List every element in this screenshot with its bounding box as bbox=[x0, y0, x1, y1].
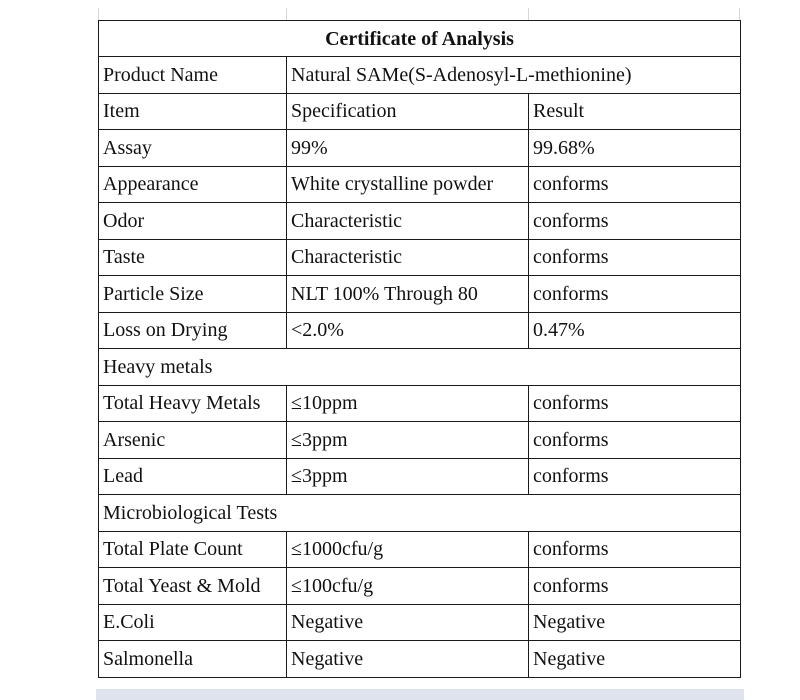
header-result: Result bbox=[529, 93, 741, 130]
header-item: Item bbox=[99, 93, 287, 130]
test-item: Odor bbox=[99, 203, 287, 240]
test-result: Negative bbox=[529, 604, 741, 641]
test-result: conforms bbox=[529, 239, 741, 276]
test-spec: Characteristic bbox=[287, 203, 529, 240]
test-item: Arsenic bbox=[99, 422, 287, 459]
table-row bbox=[99, 458, 741, 495]
test-spec: ≤10ppm bbox=[287, 385, 529, 422]
test-result: Negative bbox=[529, 641, 741, 678]
header-row bbox=[99, 93, 741, 130]
table-row bbox=[99, 385, 741, 422]
test-result: conforms bbox=[529, 276, 741, 313]
test-result: conforms bbox=[529, 458, 741, 495]
table-row bbox=[99, 276, 741, 313]
test-item: Total Plate Count bbox=[99, 531, 287, 568]
test-result: conforms bbox=[529, 385, 741, 422]
test-spec: 99% bbox=[287, 130, 529, 167]
table-row bbox=[99, 166, 741, 203]
product-label: Product Name bbox=[99, 57, 287, 94]
test-spec: Characteristic bbox=[287, 239, 529, 276]
table-row bbox=[99, 130, 741, 167]
test-result: conforms bbox=[529, 422, 741, 459]
table-row bbox=[99, 312, 741, 349]
table-row bbox=[99, 239, 741, 276]
gridline bbox=[286, 8, 287, 20]
test-spec: ≤3ppm bbox=[287, 458, 529, 495]
test-item: Appearance bbox=[99, 166, 287, 203]
gridline bbox=[98, 8, 99, 20]
product-value: Natural SAMe(S-Adenosyl-L-methionine) bbox=[287, 57, 741, 94]
test-item: Total Yeast & Mold bbox=[99, 568, 287, 605]
test-result: conforms bbox=[529, 531, 741, 568]
section-microbiological: Microbiological Tests bbox=[99, 495, 741, 532]
test-result: 0.47% bbox=[529, 312, 741, 349]
test-spec: ≤1000cfu/g bbox=[287, 531, 529, 568]
page-bottom-bar bbox=[96, 689, 744, 700]
test-spec: Negative bbox=[287, 604, 529, 641]
table-row bbox=[99, 568, 741, 605]
test-spec: <2.0% bbox=[287, 312, 529, 349]
test-spec: Negative bbox=[287, 641, 529, 678]
product-row bbox=[99, 57, 741, 94]
test-item: Taste bbox=[99, 239, 287, 276]
test-result: conforms bbox=[529, 203, 741, 240]
section-row bbox=[99, 349, 741, 386]
test-spec: White crystalline powder bbox=[287, 166, 529, 203]
table-row bbox=[99, 604, 741, 641]
table-row bbox=[99, 203, 741, 240]
spreadsheet-gridlines bbox=[0, 0, 800, 20]
section-heavy-metals: Heavy metals bbox=[99, 349, 741, 386]
gridline bbox=[739, 8, 740, 20]
test-item: Particle Size bbox=[99, 276, 287, 313]
test-item: Assay bbox=[99, 130, 287, 167]
test-item: E.Coli bbox=[99, 604, 287, 641]
test-spec: NLT 100% Through 80 bbox=[287, 276, 529, 313]
test-item: Total Heavy Metals bbox=[99, 385, 287, 422]
test-spec: ≤3ppm bbox=[287, 422, 529, 459]
test-result: conforms bbox=[529, 568, 741, 605]
test-spec: ≤100cfu/g bbox=[287, 568, 529, 605]
certificate-title: Certificate of Analysis bbox=[99, 21, 741, 57]
test-result: 99.68% bbox=[529, 130, 741, 167]
test-item: Salmonella bbox=[99, 641, 287, 678]
header-specification: Specification bbox=[287, 93, 529, 130]
section-row bbox=[99, 495, 741, 532]
gridline bbox=[528, 8, 529, 20]
certificate-table bbox=[98, 20, 741, 678]
table-row bbox=[99, 531, 741, 568]
table-row bbox=[99, 641, 741, 678]
test-item: Lead bbox=[99, 458, 287, 495]
table-row bbox=[99, 422, 741, 459]
title-row bbox=[99, 21, 741, 57]
test-item: Loss on Drying bbox=[99, 312, 287, 349]
test-result: conforms bbox=[529, 166, 741, 203]
